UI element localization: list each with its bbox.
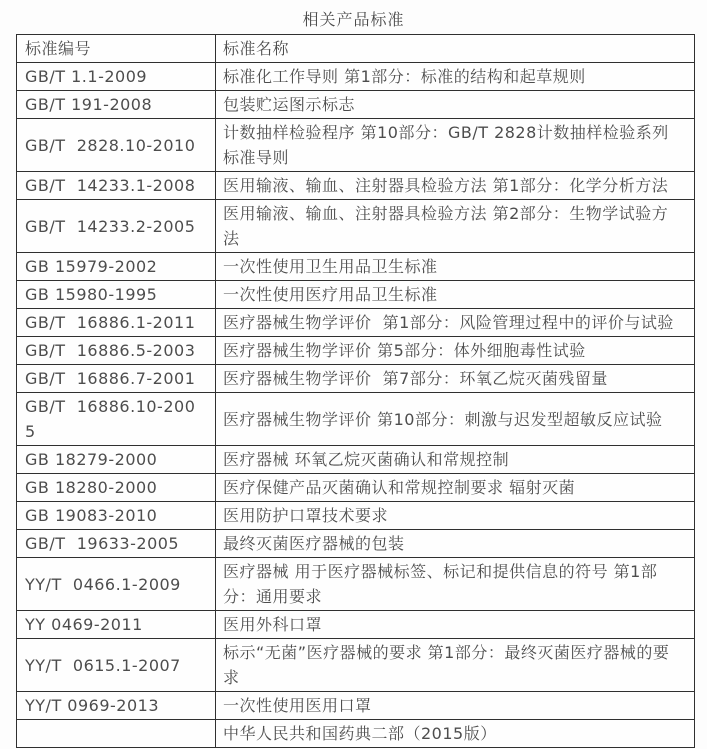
cell-name: 一次性使用医用口罩 xyxy=(216,692,695,720)
cell-name: 医疗器械生物学评价 第7部分：环氧乙烷灭菌残留量 xyxy=(216,365,695,393)
cell-code: YY 0469-2011 xyxy=(17,611,216,639)
header-row xyxy=(17,35,695,63)
page-title: 相关产品标准 xyxy=(302,10,405,29)
cell-code: YY/T 0466.1-2009 xyxy=(17,558,216,611)
table-row xyxy=(17,63,695,91)
cell-code: YY/T 0969-2013 xyxy=(17,692,216,720)
table-row xyxy=(17,119,695,172)
table-row xyxy=(17,200,695,253)
cell-code: GB/T 16886.5-2003 xyxy=(17,337,216,365)
cell-code: GB/T 19633-2005 xyxy=(17,530,216,558)
cell-name: 一次性使用医疗用品卫生标准 xyxy=(216,281,695,309)
cell-name: 医疗器械生物学评价 第1部分：风险管理过程中的评价与试验 xyxy=(216,309,695,337)
cell-code: YY/T 0615.1-2007 xyxy=(17,639,216,692)
cell-code: GB 15979-2002 xyxy=(17,253,216,281)
table-row xyxy=(17,611,695,639)
table-row xyxy=(17,91,695,119)
table-row xyxy=(17,474,695,502)
cell-name: 最终灭菌医疗器械的包装 xyxy=(216,530,695,558)
cell-code: GB/T 16886.1-2011 xyxy=(17,309,216,337)
column-header-standard-code: 标准编号 xyxy=(17,35,216,63)
cell-name: 医疗器械 环氧乙烷灭菌确认和常规控制 xyxy=(216,446,695,474)
cell-code: GB/T 14233.1-2008 xyxy=(17,172,216,200)
table-row xyxy=(17,530,695,558)
table-row xyxy=(17,558,695,611)
cell-code: GB 18279-2000 xyxy=(17,446,216,474)
cell-name: 一次性使用卫生用品卫生标准 xyxy=(216,253,695,281)
cell-code xyxy=(17,720,216,748)
cell-name: 医用防护口罩技术要求 xyxy=(216,502,695,530)
cell-name: 医疗保健产品灭菌确认和常规控制要求 辐射灭菌 xyxy=(216,474,695,502)
table-row xyxy=(17,281,695,309)
cell-name: 医疗器械生物学评价 第10部分：刺激与迟发型超敏反应试验 xyxy=(216,393,695,446)
table-row xyxy=(17,639,695,692)
table-row xyxy=(17,309,695,337)
table-row xyxy=(17,446,695,474)
table-row xyxy=(17,337,695,365)
column-header-standard-name: 标准名称 xyxy=(216,35,695,63)
cell-code: GB/T 16886.10-2005 xyxy=(17,393,216,446)
cell-code: GB/T 2828.10-2010 xyxy=(17,119,216,172)
cell-code: GB/T 16886.7-2001 xyxy=(17,365,216,393)
cell-code: GB/T 14233.2-2005 xyxy=(17,200,216,253)
cell-name: 医疗器械 用于医疗器械标签、标记和提供信息的符号 第1部分：通用要求 xyxy=(216,558,695,611)
cell-name: 医用输液、输血、注射器具检验方法 第2部分：生物学试验方法 xyxy=(216,200,695,253)
cell-name: 标准化工作导则 第1部分：标准的结构和起草规则 xyxy=(216,63,695,91)
cell-code: GB 18280-2000 xyxy=(17,474,216,502)
cell-name: 医疗器械生物学评价 第5部分：体外细胞毒性试验 xyxy=(216,337,695,365)
table-row xyxy=(17,365,695,393)
standards-table xyxy=(16,34,695,748)
standards-table-body xyxy=(17,63,695,748)
table-row xyxy=(17,393,695,446)
cell-name: 中华人民共和国药典二部（2015版） xyxy=(216,720,695,748)
table-row xyxy=(17,253,695,281)
cell-code: GB/T 1.1-2009 xyxy=(17,63,216,91)
cell-code: GB/T 191-2008 xyxy=(17,91,216,119)
cell-name: 计数抽样检验程序 第10部分：GB/T 2828计数抽样检验系列标准导则 xyxy=(216,119,695,172)
cell-code: GB 19083-2010 xyxy=(17,502,216,530)
cell-name: 包装贮运图示标志 xyxy=(216,91,695,119)
cell-code: GB 15980-1995 xyxy=(17,281,216,309)
cell-name: 标示“无菌”医疗器械的要求 第1部分：最终灭菌医疗器械的要求 xyxy=(216,639,695,692)
table-row xyxy=(17,172,695,200)
table-row xyxy=(17,692,695,720)
table-row xyxy=(17,720,695,748)
table-row xyxy=(17,502,695,530)
cell-name: 医用外科口罩 xyxy=(216,611,695,639)
cell-name: 医用输液、输血、注射器具检验方法 第1部分：化学分析方法 xyxy=(216,172,695,200)
